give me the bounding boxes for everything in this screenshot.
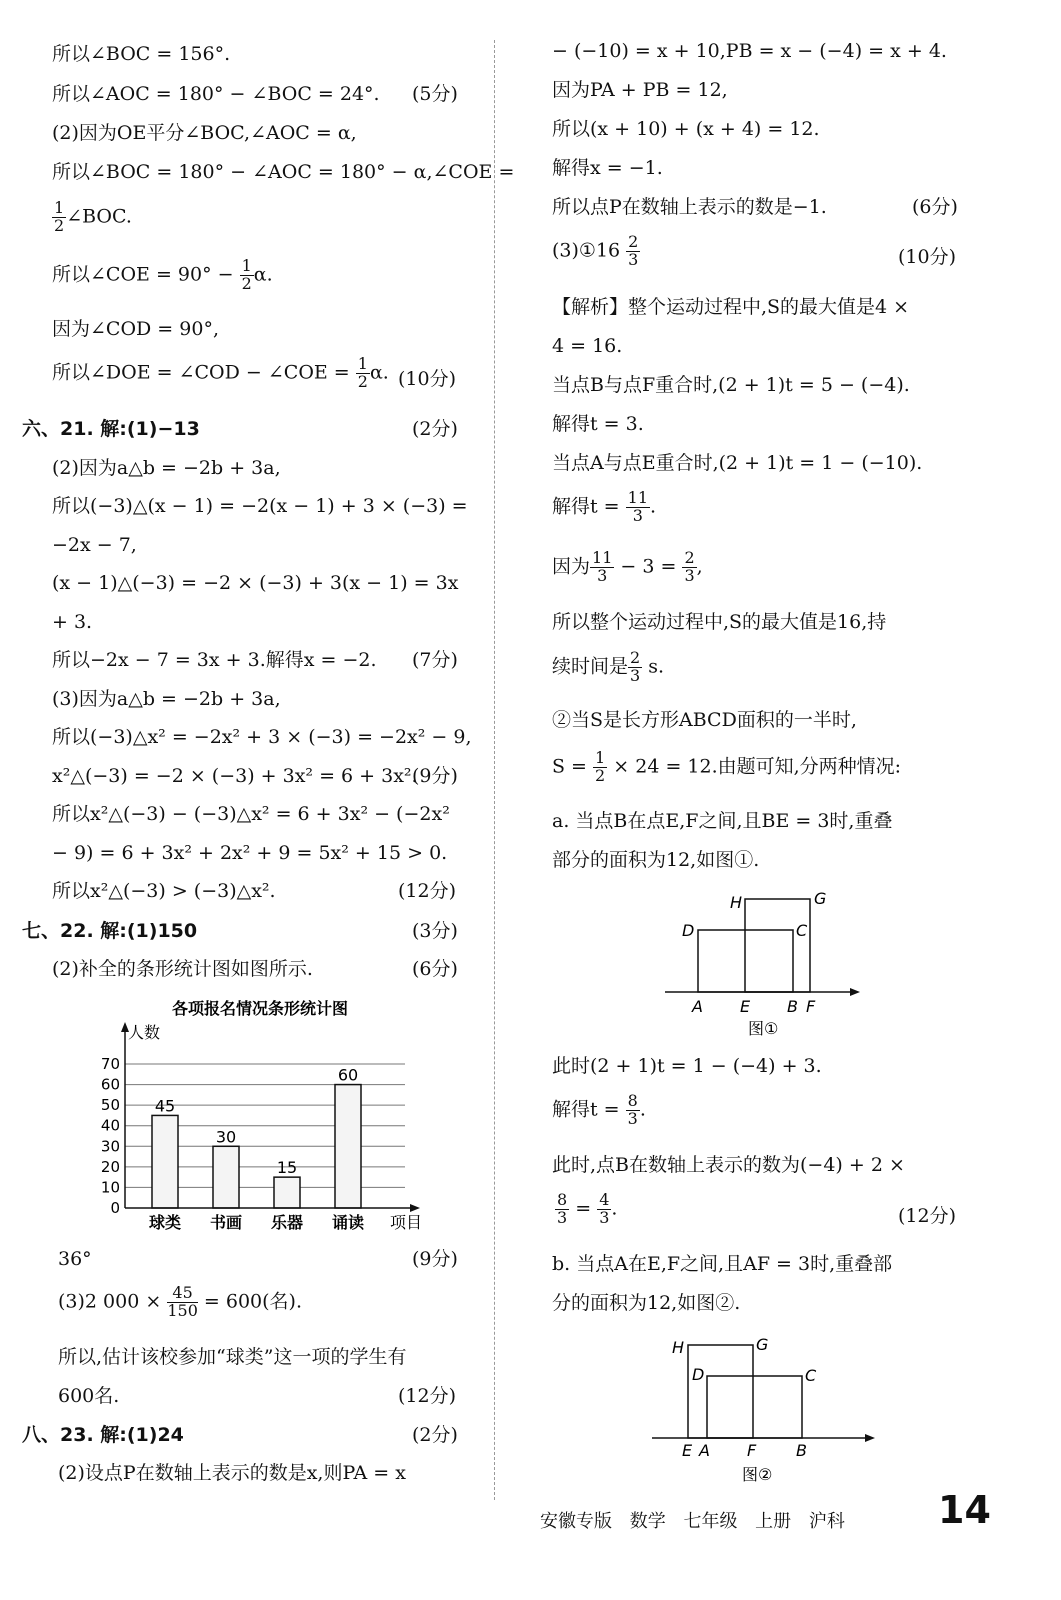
line: 所以x²△(−3) > (−3)△x². [52, 880, 276, 902]
line: − (−10) = x + 10,PB = x − (−4) = x + 4. [552, 40, 947, 62]
label-d: D [682, 921, 695, 940]
line: (2)设点P在数轴上表示的数是x,则PA = x [58, 1462, 406, 1484]
label-f: F [806, 997, 816, 1016]
line: − 9) = 6 + 3x² + 2x² + 9 = 5x² + 15 > 0. [52, 842, 448, 864]
line: 因为∠COD = 90°, [52, 318, 219, 340]
line: + 3. [52, 611, 93, 633]
bar-value-label: 60 [337, 1065, 359, 1085]
fraction: $\frac{1}{2}$ [54, 198, 65, 235]
line: 所以(x + 10) + (x + 4) = 12. [552, 118, 820, 140]
fraction: $\frac{1}{2}$ [357, 354, 368, 391]
line: 此时(2 + 1)t = 1 − (−4) + 3. [552, 1055, 822, 1077]
line: 此时,点B在数轴上表示的数为(−4) + 2 × [552, 1154, 905, 1176]
axis-arrow [850, 988, 860, 996]
score: (10分) [898, 246, 957, 268]
y-tick-label: 10 [100, 1178, 120, 1197]
chart-ylabel: 人数 [128, 1023, 161, 1042]
label-b: B [787, 997, 798, 1016]
score: (2分) [412, 1424, 458, 1446]
line: 分的面积为12,如图②. [552, 1292, 741, 1314]
line-fraction: 所以∠DOE = ∠COD − ∠COE = $\frac{1}{2}$ α. [52, 354, 389, 391]
score: (3分) [412, 920, 458, 942]
label-f: F [747, 1441, 757, 1460]
bar [274, 1177, 300, 1208]
label-h: H [730, 893, 743, 912]
fraction: $\frac{1}{2}$ [595, 748, 606, 785]
score: (12分) [898, 1205, 957, 1227]
line: (x − 1)△(−3) = −2 × (−3) + 3(x − 1) = 3x [52, 572, 459, 594]
line: 因为PA + PB = 12, [552, 79, 728, 101]
label-g: G [814, 889, 827, 908]
chart-xlabel: 项目 [390, 1213, 423, 1232]
line-fraction: 解得t = $\frac{8}{3}$ . [552, 1091, 646, 1128]
chart-x-arrow [410, 1204, 420, 1212]
line: 当点B与点F重合时,(2 + 1)t = 5 − (−4). [552, 374, 910, 396]
fraction: $\frac{4}{3}$ [599, 1190, 610, 1227]
score: (6分) [412, 958, 458, 980]
line: (3)因为a△b = −2b + 3a, [52, 688, 281, 710]
line: 所以∠AOC = 180° − ∠BOC = 24°. [52, 83, 380, 105]
fraction: $\frac{8}{3}$ [627, 1091, 638, 1128]
line: −2x − 7, [52, 534, 137, 556]
line: 所以整个运动过程中,S的最大值是16,持 [552, 611, 887, 633]
line: 解得t = 3. [552, 413, 644, 435]
y-tick-label: 60 [100, 1075, 120, 1094]
line-fraction: S = $\frac{1}{2}$ × 24 = 12.由题可知,分两种情况: [552, 748, 902, 785]
line-fraction: $\frac{8}{3}$ = $\frac{4}{3}$ . [557, 1190, 618, 1227]
category-label: 诵读 [331, 1213, 365, 1232]
chart-yticks [101, 1055, 120, 1217]
y-tick-label: 40 [100, 1116, 120, 1135]
score: (10分) [398, 368, 457, 390]
chart-bars [152, 1066, 361, 1208]
line: 解得x = −1. [552, 157, 663, 179]
score: (12分) [398, 1385, 457, 1407]
line: 所以(−3)△x² = −2x² + 3 × (−3) = −2x² − 9, [52, 726, 472, 748]
score: (5分) [412, 83, 458, 105]
fraction: $\frac{11}{3}$ [627, 488, 649, 525]
figure-2 [650, 1328, 890, 1488]
line: x²△(−3) = −2 × (−3) + 3x² = 6 + 3x². [52, 765, 418, 787]
category-label: 乐器 [270, 1213, 304, 1232]
fraction: $\frac{8}{3}$ [557, 1190, 568, 1227]
bar [335, 1085, 361, 1208]
label-d: D [692, 1365, 705, 1384]
question-21: 六、21. 解:(1)−13 [22, 418, 200, 440]
question-22: 七、22. 解:(1)150 [22, 920, 198, 942]
label-a: A [699, 1441, 710, 1460]
rect-efgh [745, 899, 810, 992]
column-divider [494, 40, 495, 1500]
line: 所以−2x − 7 = 3x + 3.解得x = −2. [52, 649, 377, 671]
fraction: $\frac{1}{2}$ [241, 256, 252, 293]
label-b: B [796, 1441, 807, 1460]
bar [213, 1146, 239, 1208]
label-c: C [805, 1366, 817, 1385]
page-number: 14 [938, 1488, 991, 1532]
label-c: C [796, 921, 808, 940]
line: 所以∠BOC = 156°. [52, 43, 231, 65]
bar-chart [60, 996, 460, 1236]
label-g: G [756, 1335, 769, 1354]
bar-value-label: 45 [154, 1096, 176, 1116]
y-tick-label: 30 [100, 1137, 120, 1156]
line-fraction: $\frac{1}{2}$ ∠BOC. [54, 198, 132, 235]
fraction: $\frac{45}{150}$ [167, 1283, 198, 1320]
category-label: 球类 [148, 1213, 182, 1232]
category-label: 书画 [209, 1213, 243, 1232]
line: a. 当点B在点E,F之间,且BE = 3时,重叠 [552, 810, 893, 832]
line: b. 当点A在E,F之间,且AF = 3时,重叠部 [552, 1253, 893, 1275]
rect-abcd [707, 1376, 802, 1438]
line: 部分的面积为12,如图①. [552, 849, 760, 871]
label-a: A [692, 997, 703, 1016]
line: (2)因为a△b = −2b + 3a, [52, 457, 281, 479]
line: (2)补全的条形统计图如图所示. [52, 958, 313, 980]
score: (9分) [412, 765, 458, 787]
line-fraction: (3)①16 $\frac{2}{3}$ [552, 232, 639, 269]
line: 【解析】整个运动过程中,S的最大值是4 × [552, 296, 910, 318]
line: 当点A与点E重合时,(2 + 1)t = 1 − (−10). [552, 452, 923, 474]
line: (2)因为OE平分∠BOC,∠AOC = α, [52, 122, 357, 144]
bar-value-label: 30 [215, 1127, 237, 1147]
line-fraction: (3)2 000 × $\frac{45}{150}$ = 600(名). [58, 1283, 303, 1320]
y-tick-label: 20 [100, 1157, 120, 1176]
axis-arrow [865, 1434, 875, 1442]
footer: 安徽专版 数学 七年级 上册 沪科 [540, 1511, 845, 1532]
bar-value-label: 15 [276, 1158, 298, 1178]
line: 所以,估计该校参加“球类”这一项的学生有 [58, 1346, 407, 1368]
line-fraction: 所以∠COE = 90° − $\frac{1}{2}$ α. [52, 256, 273, 293]
line: 所以(−3)△(x − 1) = −2(x − 1) + 3 × (−3) = [52, 495, 468, 517]
line-fraction: 因为 $\frac{11}{3}$ − 3 = $\frac{2}{3}$ , [552, 548, 703, 585]
fraction: $\frac{2}{3}$ [630, 648, 641, 685]
line: ②当S是长方形ABCD面积的一半时, [552, 709, 857, 731]
y-tick-label: 50 [100, 1096, 120, 1115]
figure-1 [660, 884, 880, 1044]
y-tick-label: 70 [100, 1055, 120, 1073]
score: (2分) [412, 418, 458, 440]
score: (7分) [412, 649, 458, 671]
line: 所以∠BOC = 180° − ∠AOC = 180° − α,∠COE = [52, 161, 515, 183]
rect-efgh [688, 1345, 753, 1438]
fraction: $\frac{11}{3}$ [592, 548, 613, 585]
label-e: E [740, 997, 751, 1016]
line: 4 = 16. [552, 335, 623, 357]
chart-title: 各项报名情况条形统计图 [171, 999, 349, 1018]
bar [152, 1115, 178, 1208]
fraction: $\frac{2}{3}$ [684, 548, 695, 585]
label-e: E [682, 1441, 693, 1460]
fraction: $\frac{2}{3}$ [628, 232, 639, 269]
label-h: H [672, 1338, 685, 1357]
figure-caption: 图① [748, 1019, 779, 1038]
line-fraction: 解得t = $\frac{11}{3}$ . [552, 488, 657, 525]
figure-caption: 图② [742, 1465, 773, 1484]
line: 600名. [58, 1385, 120, 1407]
score: (6分) [912, 196, 958, 218]
chart-categories [149, 1213, 364, 1232]
y-tick-label: 0 [110, 1199, 120, 1217]
question-23: 八、23. 解:(1)24 [22, 1424, 184, 1446]
line-fraction: 续时间是 $\frac{2}{3}$ s. [552, 648, 665, 685]
line: 所以点P在数轴上表示的数是−1. [552, 196, 827, 218]
score: (12分) [398, 880, 457, 902]
line: 36° [58, 1248, 92, 1270]
score: (9分) [412, 1248, 458, 1270]
line: 所以x²△(−3) − (−3)△x² = 6 + 3x² − (−2x² [52, 803, 450, 825]
